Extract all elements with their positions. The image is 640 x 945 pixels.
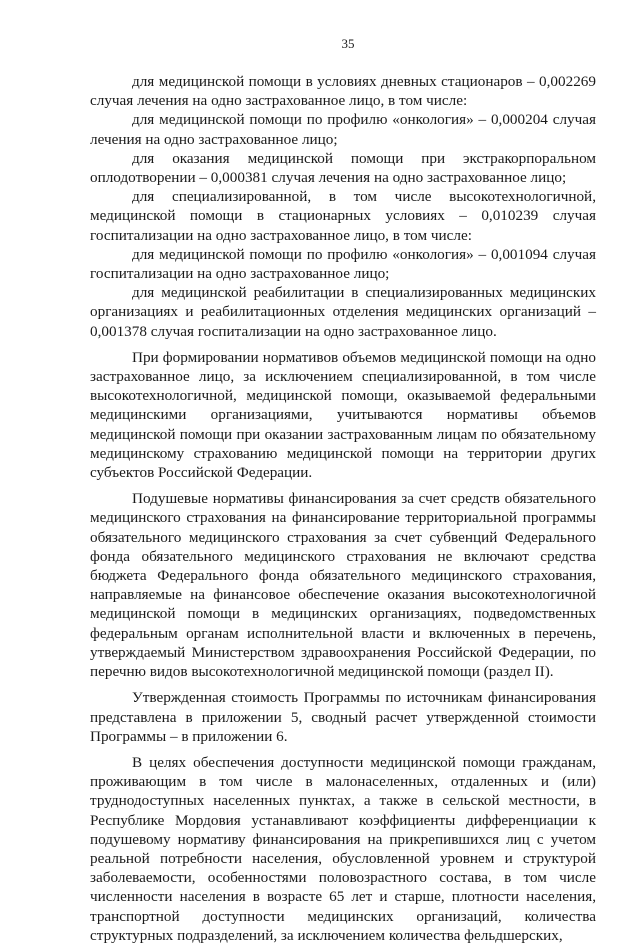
paragraph: для специализированной, в том числе высокотехнологичной, медицинской помощи в стационарных условиях – 0,010239 случая госпитализации на одно застрахованное лицо, в том числе:	[90, 188, 596, 244]
paragraph: для медицинской помощи по профилю «онкология» – 0,000204 случая лечения на одно застрахованное лицо;	[90, 111, 596, 148]
paragraph: для медицинской помощи по профилю «онкология» – 0,001094 случая госпитализации на одно застрахованное лицо;	[90, 245, 596, 283]
paragraph: для оказания медицинской помощи при экстракорпоральном оплодотворении – 0,000381 случая лечения на одно застрахованное лицо;	[90, 149, 596, 187]
paragraph: для медицинской помощи в условиях дневных стационаров – 0,002269 случая лечения на одно застрахованное лицо, в том числе:	[90, 73, 596, 110]
paragraph: Подушевые нормативы финансирования за счет средств обязательного медицинского страхования на финансирование территориальной программы обязательного медицинского страхования за счет субвенций Федерального фонда обязательного медицинского страхования не включают средства бюджета Федерального фонда обязательного медицинского страхования, направляемые на финансовое обеспечение оказания высокотехнологичной медицинской помощи в медицинских организациях, подведомственных федеральным органам исполнительной власти и включенных в перечень, утверждаемый Министерством здравоохранения Российской Федерации, по перечню видов высокотехнологичной медицинской помощи (раздел II).	[90, 490, 596, 681]
paragraph: При формировании нормативов объемов медицинской помощи на одно застрахованное лицо, за исключением специализированной, в том числе высокотехнологичной, медицинской помощи, оказываемой федеральными медицинскими организациями, учитываются нормативы объемов медицинской помощи при оказании застрахованным лицам по обязательному медицинскому страхованию медицинской помощи на территории других субъектов Российской Федерации.	[90, 348, 596, 482]
paragraph: для медицинской реабилитации в специализированных медицинских организациях и реабилитационных отделения медицинских организаций – 0,001378 случая госпитализации на одно застрахованное лицо.	[90, 284, 596, 340]
paragraph: В целях обеспечения доступности медицинской помощи гражданам, проживающим в том числе в малонаселенных, отдаленных и (или) труднодоступных населенных пунктах, а также в сельской местности, в Республике Мордовия устанавливают коэффициенты дифференциации к подушевому нормативу финансирования на прикрепившихся лиц с учетом реальной потребности населения, обусловленной уровнем и структурой заболеваемости, особенностями половозрастного состава, в том числе численности населения в возрасте 65 лет и старше, плотности населения, транспортной доступности медицинских организаций, количества структурных подразделений, за исключением количества фельдшерских,	[90, 753, 596, 944]
document-body	[90, 72, 596, 945]
paragraph: Утвержденная стоимость Программы по источникам финансирования представлена в приложении 5, сводный расчет утвержденной стоимости Программы – в приложении 6.	[90, 689, 596, 745]
page-number: 35	[341, 36, 355, 51]
